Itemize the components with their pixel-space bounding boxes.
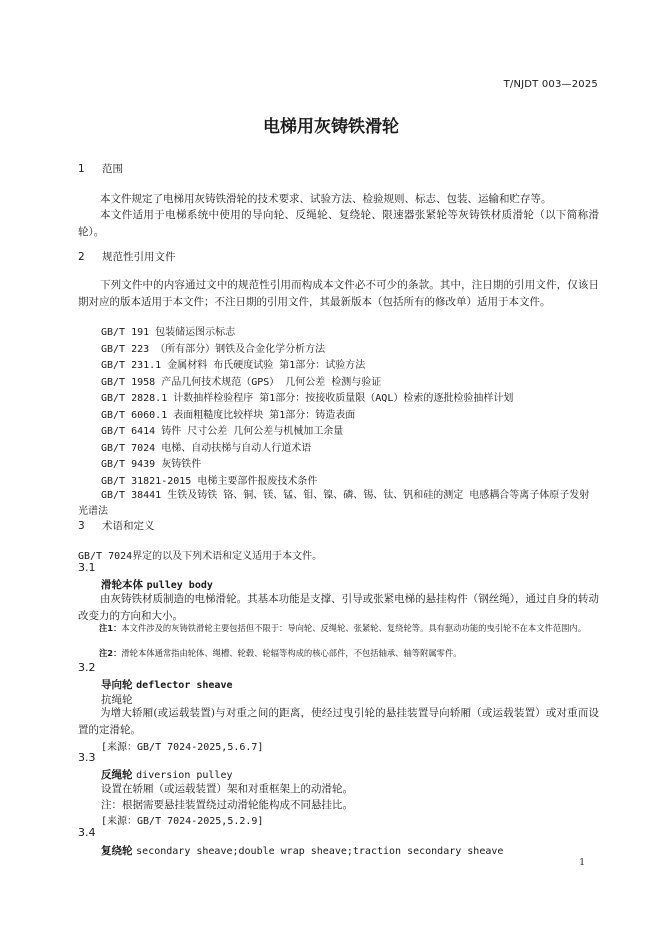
section-title: 规范性引用文件 — [102, 251, 176, 263]
section-3-heading — [78, 518, 155, 533]
term-source: [来源：GB/T 7024-2025,5.2.9] — [101, 816, 264, 827]
section-2-heading — [78, 249, 176, 264]
section-number: 1 — [78, 163, 85, 175]
term-alternative: 抗绳轮 — [101, 694, 133, 706]
reference-item: GB/T 7024 电梯、自动扶梯与自动人行道术语 — [101, 443, 312, 454]
note-text: 本文件涉及的灰铸铁滑轮主要包括但不限于：导向轮、反绳轮、张紧轮、复绕轮等。具有驱动功能的曳引轮不在本文件范围内。 — [121, 623, 587, 633]
reference-item: GB/T 6060.1 表面粗糙度比较样块 第1部分：铸造表面 — [101, 410, 356, 421]
term-cn: 复绕轮 — [101, 845, 133, 857]
term-number: 3.1 — [78, 561, 96, 574]
normative-intro: 下列文件中的内容通过文中的规范性引用而构成本文件必不可少的条款。其中，注日期的引用文件，仅该日期对应的版本适用于本文件；不注日期的引用文件，其最新版本（包括所有的修改单）适用于本文件。 — [78, 279, 599, 308]
section-number: 2 — [78, 251, 85, 263]
term-en: secondary sheave;double wrap sheave;traction secondary sheave — [136, 846, 504, 857]
section-title: 范围 — [102, 163, 123, 175]
reference-item: GB/T 191 包装储运图示标志 — [101, 327, 236, 338]
term-definition: 由灰铸铁材质制造的电梯滑轮。其基本功能是支撑、引导或张紧电梯的悬挂构件（钢丝绳），通过自身的转动改变力的方向和大小。 — [78, 593, 599, 622]
term-note — [99, 622, 625, 635]
reference-item: GB/T 231.1 金属材料 布氏硬度试验 第1部分：试验方法 — [101, 360, 366, 371]
term-note — [99, 647, 599, 660]
note-text: 滑轮本体通常指由轮体、绳槽、轮毂、轮辐等构成的核心部件，不包括轴承、轴等附属零件。 — [121, 648, 462, 658]
term-number: 3.2 — [78, 661, 96, 674]
section-1-heading — [78, 161, 123, 176]
terms-intro: GB/T 7024界定的以及下列术语和定义适用于本文件。 — [78, 551, 323, 562]
term-en: diversion pulley — [136, 770, 233, 781]
standard-code: T/NJDT 003—2025 — [503, 79, 598, 90]
term-note: 注：根据需要悬挂装置绕过动滑轮能构成不同悬挂比。 — [101, 799, 353, 811]
section-title: 术语和定义 — [102, 520, 155, 532]
term-definition: 为增大轿厢(或运载装置)与对重之间的距离，使经过曳引轮的悬挂装置导向轿厢（或运载装置）或对重而设置的定滑轮。 — [78, 707, 599, 736]
reference-item: GB/T 31821-2015 电梯主要部件报废技术条件 — [101, 476, 318, 487]
reference-item: GB/T 223 （所有部分）钢铁及合金化学分析方法 — [101, 344, 326, 355]
term-heading — [101, 843, 503, 858]
scope-paragraph-1: 本文件规定了电梯用灰铸铁滑轮的技术要求、试验方法、检验规则、标志、包装、运输和贮存等。 — [100, 193, 552, 205]
term-source: [来源：GB/T 7024-2025,5.6.7] — [101, 742, 264, 753]
term-en: pulley body — [146, 580, 213, 591]
term-definition: 设置在轿厢（或运载装置）架和对重框架上的动滑轮。 — [101, 783, 353, 795]
term-en: deflector sheave — [136, 680, 233, 691]
term-cn: 导向轮 — [101, 679, 133, 691]
document-title: 电梯用灰铸铁滑轮 — [263, 117, 399, 137]
term-number: 3.3 — [78, 751, 96, 764]
term-heading — [101, 577, 213, 592]
scope-paragraph-2: 本文件适用于电梯系统中使用的导向轮、反绳轮、复绕轮、限速器张紧轮等灰铸铁材质滑轮（以下简称滑轮）。 — [78, 209, 599, 238]
page-number: 1 — [579, 858, 585, 868]
term-number: 3.4 — [78, 826, 96, 839]
term-heading — [101, 767, 232, 782]
section-number: 3 — [78, 520, 85, 532]
reference-item-long: GB/T 38441 生铁及铸铁 铬、铜、镁、锰、钼、镍、磷、锡、钛、钒和硅的测定 电感耦合等离子体原子发射光谱法 — [78, 490, 590, 517]
term-cn: 反绳轮 — [101, 769, 133, 781]
note-label: 注2： — [99, 648, 122, 658]
reference-item: GB/T 9439 灰铸铁件 — [101, 459, 202, 470]
term-heading — [101, 677, 232, 692]
reference-item: GB/T 2828.1 计数抽样检验程序 第1部分：按接收质量限（AQL）检索的逐批检验抽样计划 — [101, 393, 514, 404]
reference-item: GB/T 6414 铸件 尺寸公差 几何公差与机械加工余量 — [101, 426, 344, 437]
term-cn: 滑轮本体 — [101, 579, 143, 591]
reference-item: GB/T 1958 产品几何技术规范（GPS） 几何公差 检测与验证 — [101, 377, 382, 388]
note-label: 注1： — [99, 623, 122, 633]
